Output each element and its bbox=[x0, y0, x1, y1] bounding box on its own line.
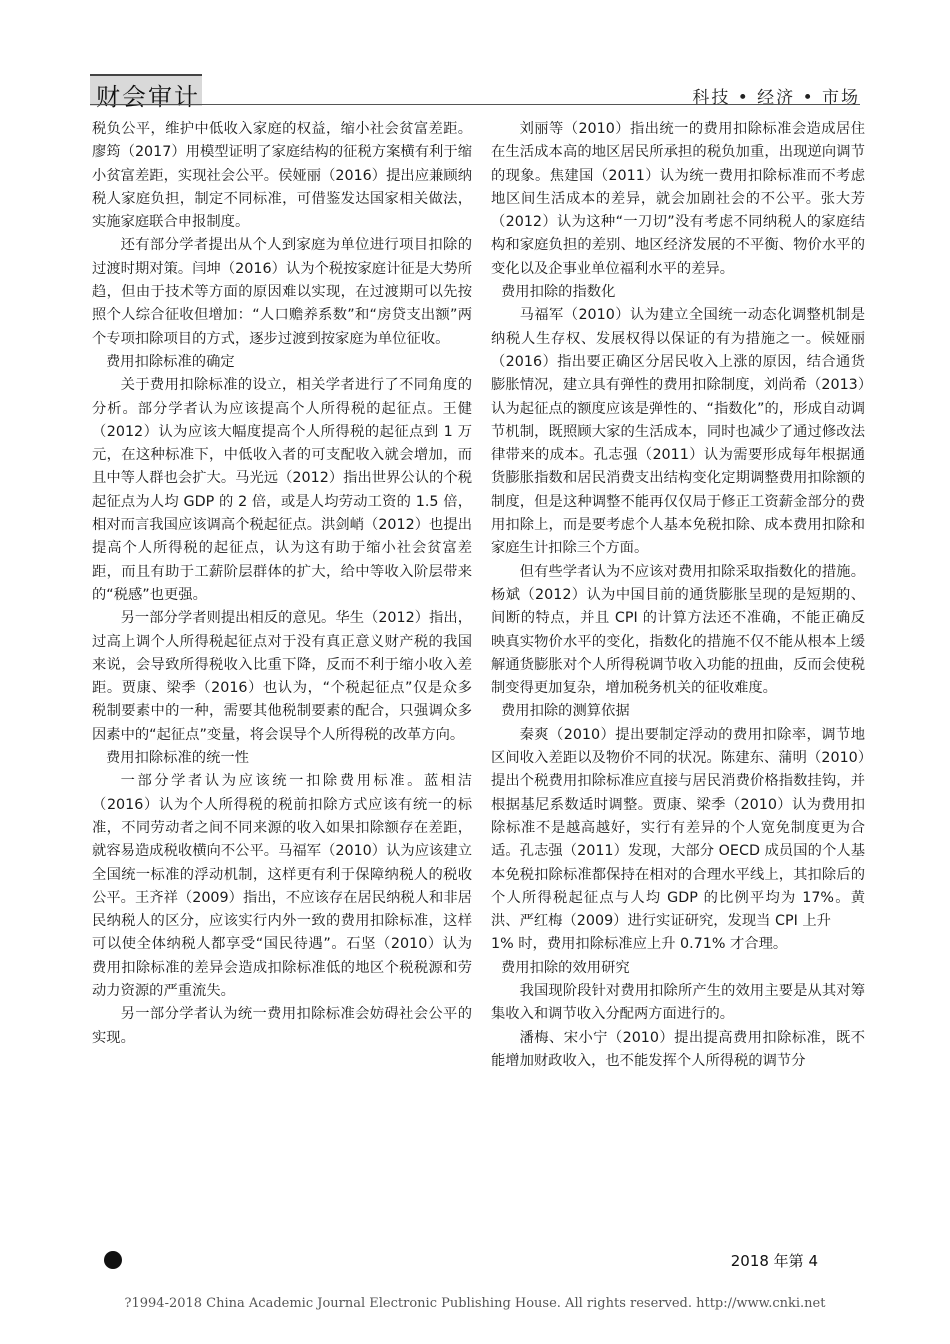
paragraph: 秦爽（2010）提出要制定浮动的费用扣除率，调节地区间收入差距以及物价不同的状况。陈建东、蒲明（2010）提出个税费用扣除标准应直接与居民消费价格指数挂钩，并根据基尼系数适时调整。贾康、梁季（2010）认为费用扣除标准不是越高越好，实行有差异的个人宽免制度更为合适。孔志强（2011）发现，大部分 OECD 成员国的个人基本免税扣除标准都保持在相对的合理水平线上，其扣除后的个人所得税起征点与人均 GDP 的比例平均为 17%。黄洪、严红梅（2009）进行实证研究，发现当 CPI 上升 bbox=[491, 726, 865, 930]
issue-number: 2018 年第 4 bbox=[730, 1252, 818, 1270]
right-column bbox=[491, 118, 865, 1073]
paragraph: 我国现阶段针对费用扣除所产生的效用主要是从其对筹集收入和调节收入分配两方面进行的。 bbox=[491, 982, 865, 1023]
paragraph: 一部分学者认为应该统一扣除费用标准。蓝相洁（2016）认为个人所得税的税前扣除方式应该有统一的标准，不同劳动者之间不同来源的收入如果扣除额存在差距，就容易造成税收横向不公平。马福军（2010）认为应该建立全国统一标准的浮动机制，这样更有利于保障纳税人的税收公平。王齐祥（2009）指出，不应该存在居民纳税人和非居民纳税人的区分，应该实行内外一致的费用扣除标准，这样可以使全体纳税人都享受“国民待遇”。石坚（2010）认为费用扣除标准的差异会造成扣除标准低的地区个税税源和劳动力资源的严重流失。 bbox=[92, 773, 472, 999]
paragraph: 另一部分学者则提出相反的意见。华生（2012）指出，过高上调个人所得税起征点对于没有真正意义财产税的我国来说，会导致所得税收入比重下降，反而不利于缩小收入差距。贾康、梁季（2016）也认为，“个税起征点”仅是众多税制要素中的一种，需要其他税制要素的配合，只强调众多因素中的“起征点”变量，将会误导个人所得税的改革方向。 bbox=[92, 610, 472, 743]
section-heading: 费用扣除的效用研究 bbox=[501, 959, 630, 976]
section-heading: 费用扣除的指数化 bbox=[501, 284, 616, 301]
paragraph: 但有些学者认为不应该对费用扣除采取指数化的措施。杨斌（2012）认为中国目前的通货膨胀呈现的是短期的、间断的特点，并且 CPI 的计算方法还不准确，不能正确反映真实物价水平的变化，指数化的措施不仅不能从根本上缓解通货膨胀对个人所得税调节收入功能的扭曲，反而会使税制变得更加复杂，增加税务机关的征收难度。 bbox=[491, 563, 865, 697]
section-heading: 费用扣除标准的统一性 bbox=[106, 750, 249, 767]
section-title: 科技 • 经济 • 市场 bbox=[692, 88, 860, 108]
paragraph: 马福军（2010）认为建立全国统一动态化调整机制是纳税人生存权、发展权得以保证的有为措施之一。候娅丽（2016）指出要正确区分居民收入上涨的原因，结合通货膨胀情况，建立具有弹性的费用扣除制度，刘尚希（2013）认为起征点的额度应该是弹性的、“指数化”的，形成自动调节机制，既照顾大家的生活成本，同时也减少了通过修改法律带来的成本。孔志强（2011）认为需要形成每年根据通货膨胀指数和居民消费支出结构变化定期调整费用扣除额的制度，但是这种调整不能再仅仅局于修正工资薪金部分的费用扣除上，而是要考虑个人基本免税扣除、成本费用扣除和家庭生计扣除三个方面。 bbox=[491, 307, 865, 557]
section-heading: 费用扣除的测算依据 bbox=[501, 703, 630, 720]
paragraph: 另一部分学者认为统一费用扣除标准会妨碍社会公平的实现。 bbox=[92, 1006, 472, 1046]
section-heading: 费用扣除标准的确定 bbox=[106, 353, 235, 370]
page-bullet-icon bbox=[104, 1251, 122, 1269]
paragraph: 税负公平，维护中低收入家庭的权益，缩小社会贫富差距。廖筠（2017）用模型证明了家庭结构的征税方案横有利于缩小贫富差距，实现社会公平。侯娅丽（2016）提出应兼顾纳税人家庭负担，制定不同标准，可借鉴发达国家相关做法，实施家庭联合申报制度。 bbox=[92, 121, 472, 231]
paragraph: 关于费用扣除标准的设立，相关学者进行了不同角度的分析。部分学者认为应该提高个人所得税的起征点。王健（2012）认为应该大幅度提高个人所得税的起征点到 1 万元，在这种标准下，中低收入者的可支配收入就会增加，而且中等人群也会扩大。马光远（2012）指出世界公认的个税起征点为人均 GDP 的 2 倍，或是人均劳动工资的 1.5 倍，相对而言我国应该调高个税起征点。洪剑峭（2012）也提出提高个人所得税的起征点，认为这有助于缩小社会贫富差距，而且有助于工薪阶层群体的扩大，给中等收入阶层带来的“税感”也更强。 bbox=[92, 377, 472, 603]
paragraph: 潘梅、宋小宁（2010）提出提高费用扣除标准，既不能增加财政收入，也不能发挥个人所得税的调节分 bbox=[491, 1029, 865, 1069]
copyright-notice: ?1994-2018 China Academic Journal Electronic Publishing House. All rights reserved. http://www.cnki.net bbox=[124, 1296, 826, 1311]
paragraph: 1% 时，费用扣除标准应上升 0.71% 才合理。 bbox=[491, 936, 788, 953]
journal-title: 财会审计 bbox=[96, 83, 200, 111]
header-divider bbox=[90, 104, 860, 105]
paragraph: 还有部分学者提出从个人到家庭为单位进行项目扣除的过渡时期对策。闫坤（2016）认为个税按家庭计征是大势所趋，但由于技术等方面的原因难以实现，在过渡期可以先按照个人综合征收但增加：“人口赡养系数”和“房贷支出额”两个专项扣除项目的方式，逐步过渡到按家庭为单位征收。 bbox=[92, 237, 472, 347]
journal-title-block bbox=[90, 74, 202, 111]
paragraph: 刘丽等（2010）指出统一的费用扣除标准会造成居住在生活成本高的地区居民所承担的税负加重，出现逆向调节的现象。焦建国（2011）认为统一费用扣除标准而不考虑地区间生活成本的差异，就会加剧社会的不公平。张大芳（2012）认为这种“一刀切”没有考虑不同纳税人的家庭结构和家庭负担的差别、地区经济发展的不平衡、物价水平的变化以及企事业单位福利水平的差异。 bbox=[491, 121, 865, 277]
left-column bbox=[92, 118, 472, 1050]
